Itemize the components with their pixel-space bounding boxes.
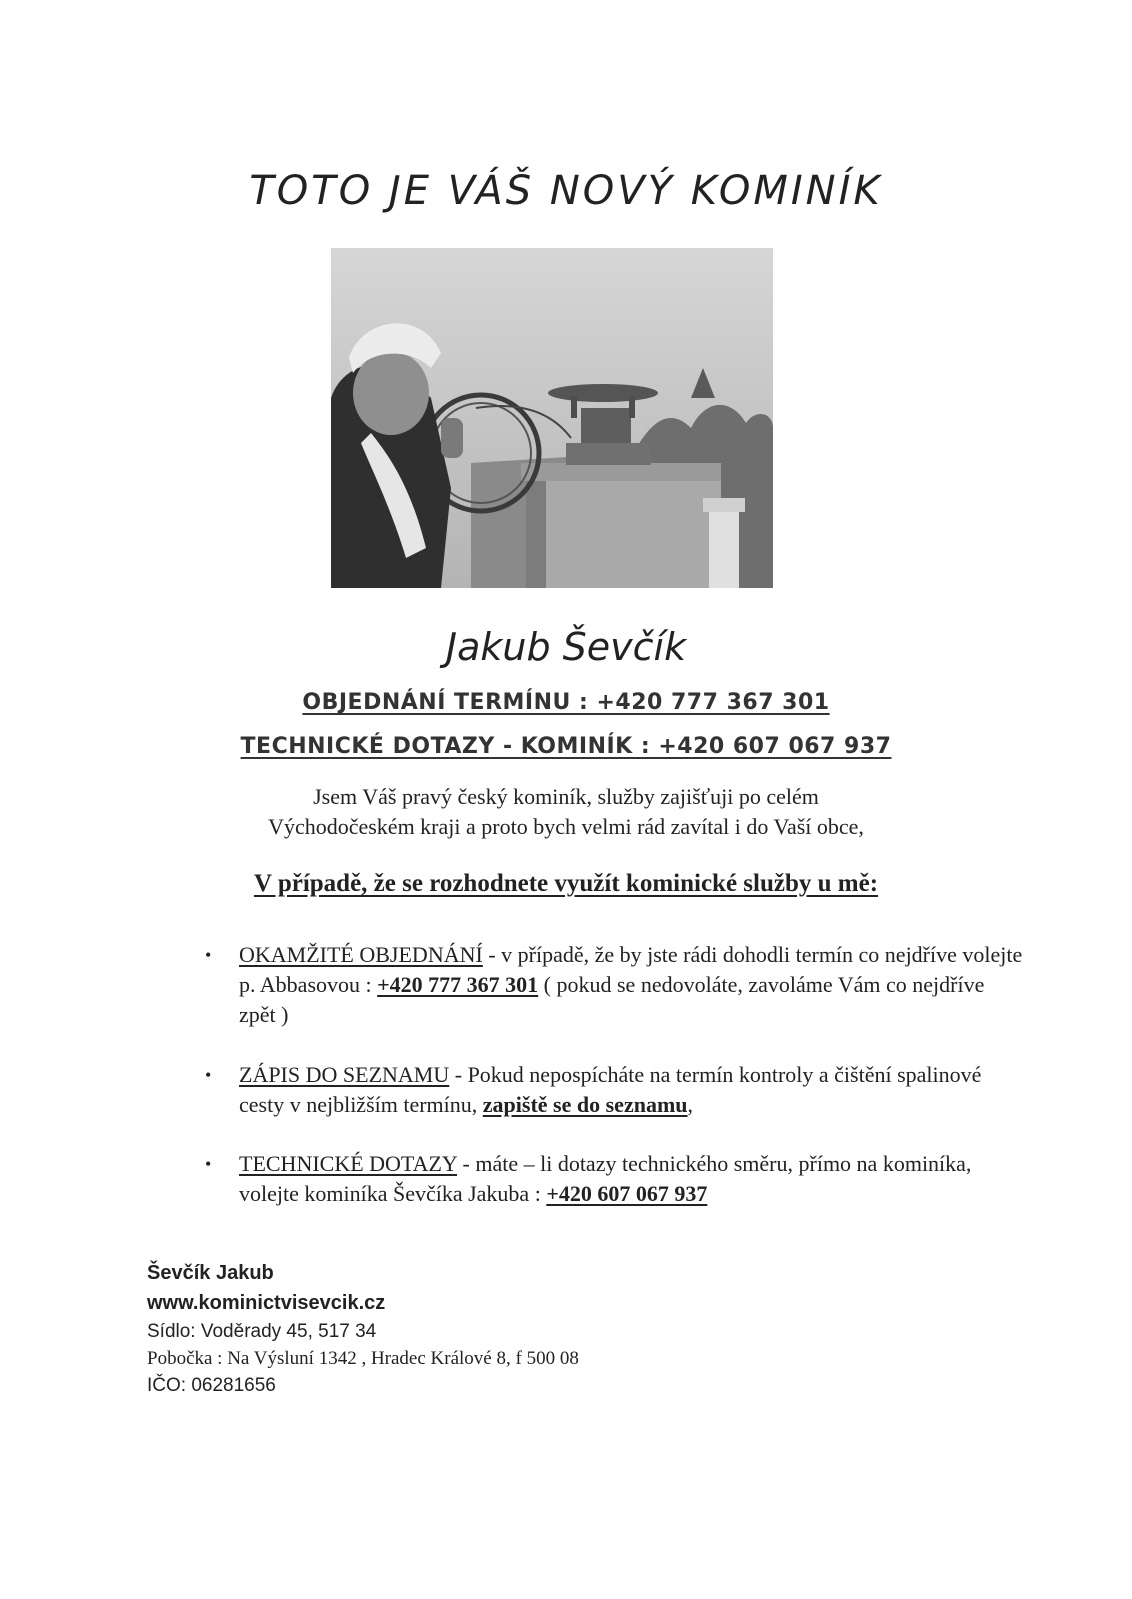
bullet-icon: • xyxy=(205,945,212,965)
bullet-title: OKAMŽITÉ OBJEDNÁNÍ xyxy=(239,942,483,967)
contact-seat: Sídlo: Voděrady 45, 517 34 xyxy=(147,1321,377,1342)
bullet-text: - máte – li dotazy technického směru, přímo na kominíka, volejte kominíka Ševčíka Jakuba : xyxy=(239,1151,972,1206)
bullet-text: - v případě, že by jste rádi dohodli termín co nejdříve volejte p. Abbasovou : xyxy=(239,942,1023,997)
bullet-icon: • xyxy=(205,1065,212,1085)
contact-ico: IČO: 06281656 xyxy=(147,1375,276,1396)
intro-paragraph xyxy=(150,782,982,842)
bullet-title: TECHNICKÉ DOTAZY xyxy=(239,1151,458,1176)
bullet-text: , xyxy=(687,1092,694,1117)
signup-emphasis: zapiště se do seznamu xyxy=(482,1092,688,1117)
technical-phone-number: +420 607 067 937 xyxy=(546,1181,708,1206)
chimney-sweep-photo xyxy=(331,248,773,588)
service-list xyxy=(205,940,1025,1209)
headline: TOTO JE VÁŠ NOVÝ KOMINÍK xyxy=(249,168,883,214)
intro-line-2: Východočeském kraji a proto bych velmi rád zavítal i do Vaší obce, xyxy=(268,814,864,839)
list-item xyxy=(205,1060,1025,1120)
contact-name: Ševčík Jakub xyxy=(147,1262,274,1284)
bullet-icon: • xyxy=(205,1154,212,1174)
bullet-text: ( pokud se nedovoláte, zavoláme Vám co nejdříve zpět ) xyxy=(239,972,985,1027)
order-phone-number: +420 777 367 301 xyxy=(377,972,539,997)
contact-website: www.kominictvisevcik.cz xyxy=(147,1292,386,1314)
order-phone-line: OBJEDNÁNÍ TERMÍNU : +420 777 367 301 xyxy=(302,690,830,715)
list-item xyxy=(205,1149,1025,1209)
technical-phone-line: TECHNICKÉ DOTAZY - KOMINÍK : +420 607 067 937 xyxy=(240,734,892,759)
sweep-name: Jakub Ševčík xyxy=(445,625,687,669)
intro-line-1: Jsem Váš pravý český kominík, služby zajišťuji po celém xyxy=(313,784,819,809)
bullet-text: - Pokud nepospícháte na termín kontroly a čištění spalinové cesty v nejbližším termínu, xyxy=(239,1062,982,1117)
list-item xyxy=(205,940,1025,1030)
contact-block xyxy=(147,1258,847,1399)
photo-image xyxy=(331,248,773,588)
services-subheading: V případě, že se rozhodnete využít kominické služby u mě: xyxy=(253,870,879,897)
bullet-title: ZÁPIS DO SEZNAMU xyxy=(239,1062,450,1087)
contact-branch: Pobočka : Na Výsluní 1342 , Hradec Králové 8, f 500 08 xyxy=(147,1348,579,1369)
